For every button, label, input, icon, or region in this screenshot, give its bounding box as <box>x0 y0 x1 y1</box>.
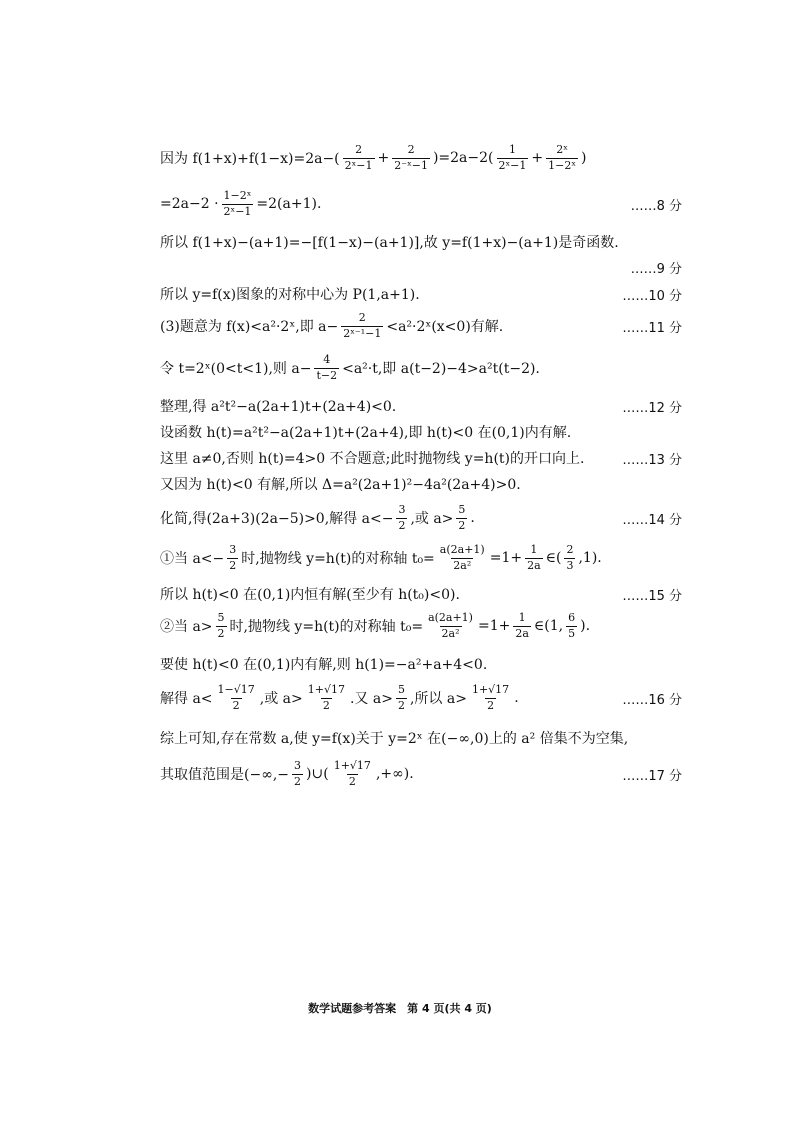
line-17 <box>160 728 682 748</box>
text-seg: ②当 a> <box>160 619 213 636</box>
text-seg: =1+ <box>489 550 523 567</box>
line-10 <box>160 474 682 494</box>
score-label: ……15 分 <box>622 588 682 604</box>
fraction: $\frac{5}{2}$ <box>458 503 466 532</box>
text-seg: =2a−2 · <box>160 196 219 213</box>
text-seg: )=2a−2( <box>432 150 494 167</box>
fraction: $\frac{6}{5}$ <box>568 611 576 640</box>
score-label: ……11 分 <box>622 320 682 336</box>
page-footer: 数学试题参考答案 第 4 页(共 4 页) <box>308 1002 492 1015</box>
text-seg: ,所以 a> <box>409 691 467 708</box>
text-seg: )∪( <box>306 766 329 783</box>
text-seg: ,+∞). <box>375 766 414 783</box>
line-14 <box>160 612 682 640</box>
fraction: $\frac{a(2a+1)}{\text{2a²}}$ <box>428 611 473 640</box>
text-seg: 其取值范围是(−∞,− <box>160 767 290 784</box>
text-seg: + <box>377 150 390 167</box>
fraction: $\frac{1-√17}{2}$ <box>217 683 255 712</box>
fraction: $\frac{1}{2a}$ <box>515 611 529 640</box>
score-label: ……12 分 <box>622 400 682 416</box>
text-seg: 所以 h(t)<0 在(0,1)内恒有解(至少有 h(t₀)<0). <box>160 587 460 603</box>
fraction: $\frac{3}{2}$ <box>398 503 406 532</box>
text-seg: ). <box>580 618 591 635</box>
text-seg: 时,抛物线 y=h(t)的对称轴 t₀= <box>229 619 424 636</box>
text-seg: 所以 y=f(x)图象的对称中心为 P(1,a+1). <box>160 287 420 303</box>
text-seg: 综上可知,存在常数 a,使 y=f(x)关于 y=2ˣ 在(−∞,0)上的 a² 倍集不为空集, <box>160 731 629 747</box>
text-seg: . <box>470 510 475 527</box>
text-seg: ,或 a> <box>410 511 454 528</box>
text-seg: .又 a> <box>349 691 393 708</box>
line-13 <box>160 584 682 604</box>
text-seg: 设函数 h(t)=a²t²−a(2a+1)t+(2a+4),即 h(t)<0 在(0,1)内有解. <box>160 425 572 441</box>
line-6 <box>160 354 682 382</box>
text-seg: <a²·t,即 a(t−2)−4>a²t(t−2). <box>342 361 540 378</box>
text-seg: 整理,得 a²t²−a(2a+1)t+(2a+4)<0. <box>160 399 397 415</box>
line-11 <box>160 504 682 532</box>
text-seg: 所以 f(1+x)−(a+1)=−[f(1−x)−(a+1)],故 y=f(1+x)−(a+1)是奇函数. <box>160 235 619 251</box>
fraction: $\frac{\text{1−2ˣ}}{\text{2ˣ−1}}$ <box>223 189 252 218</box>
fraction: $\frac{2}{3}$ <box>566 543 574 572</box>
text-seg: 令 t=2ˣ(0<t<1),则 a− <box>160 361 312 378</box>
fraction: $\frac{1}{2a}$ <box>527 543 541 572</box>
score-label: ……17 分 <box>622 768 682 784</box>
text-seg: =1+ <box>477 618 511 635</box>
text-seg: ) <box>581 150 587 167</box>
fraction: $\frac{3}{2}$ <box>294 759 302 788</box>
text-seg: 因为 f(1+x)+f(1−x)=2a−( <box>160 151 340 168</box>
line-16 <box>160 684 682 712</box>
score-label: ……13 分 <box>622 452 682 468</box>
fraction: $\frac{1+√17}{2}$ <box>471 683 510 712</box>
text-seg: 解得 a< <box>160 691 213 708</box>
text-seg: <a²·2ˣ(x<0)有解. <box>386 319 504 336</box>
text-seg: =2(a+1). <box>256 196 322 213</box>
score-label: ……9 分 <box>630 262 682 277</box>
fraction: $\frac{1}{\text{2ˣ−1}}$ <box>498 143 527 172</box>
score-label: ……14 分 <box>622 512 682 528</box>
fraction: $\frac{2}{\text{2ˣ⁻¹−1}}$ <box>343 311 382 340</box>
fraction: $\frac{1+√17}{2}$ <box>307 683 345 712</box>
text-seg: (3)题意为 f(x)<a²·2ˣ,即 a− <box>160 319 339 336</box>
score-label: ……16 分 <box>622 692 682 708</box>
line-12 <box>160 544 682 572</box>
line-1 <box>160 144 682 172</box>
line-2 <box>160 190 682 218</box>
score-label: ……10 分 <box>622 288 682 304</box>
line-15 <box>160 654 682 674</box>
text-seg: + <box>531 150 544 167</box>
line-9 <box>160 448 682 468</box>
text-seg: 要使 h(t)<0 在(0,1)内有解,则 h(1)=−a²+a+4<0. <box>160 657 488 673</box>
fraction: $\frac{4}{t-2}$ <box>316 353 338 382</box>
text-seg: . <box>514 690 519 707</box>
fraction: $\frac{1+√17}{2}$ <box>333 759 371 788</box>
line-5 <box>160 312 682 340</box>
text-seg: 又因为 h(t)<0 有解,所以 Δ=a²(2a+1)²−4a²(2a+4)>0. <box>160 477 521 493</box>
fraction: $\frac{5}{2}$ <box>397 683 405 712</box>
line-3-score <box>160 258 682 277</box>
fraction: $\frac{3}{2}$ <box>229 543 237 572</box>
fraction: $\frac{\text{2ˣ}}{\text{1−2ˣ}}$ <box>548 143 577 172</box>
line-8 <box>160 422 682 442</box>
text-seg: ∈( <box>545 550 562 567</box>
fraction: $\frac{5}{2}$ <box>217 611 225 640</box>
line-3 <box>160 232 682 252</box>
fraction: $\frac{2}{\text{2ˣ−1}}$ <box>344 143 373 172</box>
text-seg: ,或 a> <box>259 691 303 708</box>
text-seg: ①当 a<− <box>160 551 225 568</box>
line-4 <box>160 284 682 304</box>
text-seg: ,1). <box>578 550 602 567</box>
fraction: $\frac{a(2a+1)}{\text{2a²}}$ <box>439 543 485 572</box>
text-seg: 这里 a≠0,否则 h(t)=4>0 不合题意;此时抛物线 y=h(t)的开口向上. <box>160 451 585 467</box>
fraction: $\frac{2}{\text{2⁻ˣ−1}}$ <box>394 143 428 172</box>
text-seg: 时,抛物线 y=h(t)的对称轴 t₀= <box>241 551 435 568</box>
line-7 <box>160 396 682 416</box>
text-seg: ∈(1, <box>533 618 564 635</box>
text-seg: 化简,得(2a+3)(2a−5)>0,解得 a<− <box>160 511 394 528</box>
score-label: ……8 分 <box>630 198 682 214</box>
line-18 <box>160 760 682 788</box>
